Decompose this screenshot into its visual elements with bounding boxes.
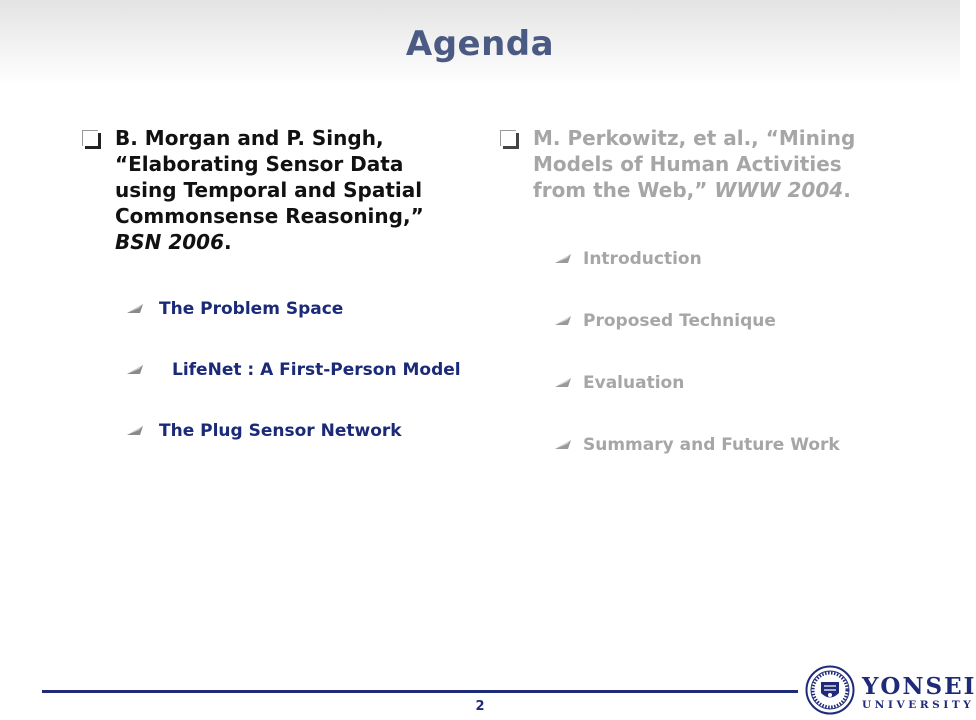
arrow-bullet-icon bbox=[127, 304, 143, 313]
right-column bbox=[500, 125, 900, 496]
left-column bbox=[82, 125, 462, 481]
sub-item-label: The Plug Sensor Network bbox=[159, 421, 402, 441]
arrow-bullet-icon bbox=[127, 426, 143, 435]
left-venue-suffix: . bbox=[224, 230, 232, 254]
square-bullet-icon bbox=[82, 130, 98, 146]
right-venue: WWW 2004 bbox=[714, 178, 844, 202]
left-sub-list bbox=[82, 298, 462, 442]
arrow-bullet-icon bbox=[555, 440, 571, 449]
slide-title: Agenda bbox=[405, 24, 555, 64]
left-venue: BSN 2006 bbox=[115, 230, 225, 254]
sub-item-label: The Problem Space bbox=[159, 299, 344, 319]
sub-item-label: LifeNet : A First-Person Model bbox=[172, 360, 461, 380]
sub-item-label: Evaluation bbox=[583, 373, 685, 393]
left-citation bbox=[82, 125, 462, 255]
right-sub-list bbox=[500, 248, 900, 456]
list-item bbox=[500, 434, 900, 456]
square-bullet-icon bbox=[500, 130, 516, 146]
list-item bbox=[500, 372, 900, 394]
university-logo-text bbox=[862, 673, 976, 712]
right-citation-text: M. Perkowitz, et al., “Mining Models of Human Activities from the Web,” bbox=[533, 126, 856, 202]
sub-item-label: Proposed Technique bbox=[583, 311, 776, 331]
right-venue-suffix: . bbox=[843, 178, 851, 202]
logo-name: YONSEI bbox=[862, 673, 976, 700]
arrow-bullet-icon bbox=[127, 365, 143, 374]
list-item bbox=[82, 298, 462, 320]
right-citation bbox=[500, 125, 900, 203]
logo-subtitle: UNIVERSITY bbox=[862, 699, 975, 711]
list-item bbox=[82, 420, 462, 442]
arrow-bullet-icon bbox=[555, 254, 571, 263]
page-number: 2 bbox=[475, 699, 485, 714]
list-item bbox=[500, 248, 900, 270]
list-item bbox=[500, 310, 900, 332]
footer-divider bbox=[42, 690, 798, 693]
arrow-bullet-icon bbox=[555, 316, 571, 325]
yonsei-seal-icon bbox=[805, 665, 855, 715]
list-item bbox=[82, 359, 462, 381]
arrow-bullet-icon bbox=[555, 378, 571, 387]
sub-item-label: Introduction bbox=[583, 249, 702, 269]
left-citation-text: B. Morgan and P. Singh, “Elaborating Sensor Data using Temporal and Spatial Commonsense Reasoning,” bbox=[115, 126, 424, 228]
sub-item-label: Summary and Future Work bbox=[583, 435, 840, 455]
